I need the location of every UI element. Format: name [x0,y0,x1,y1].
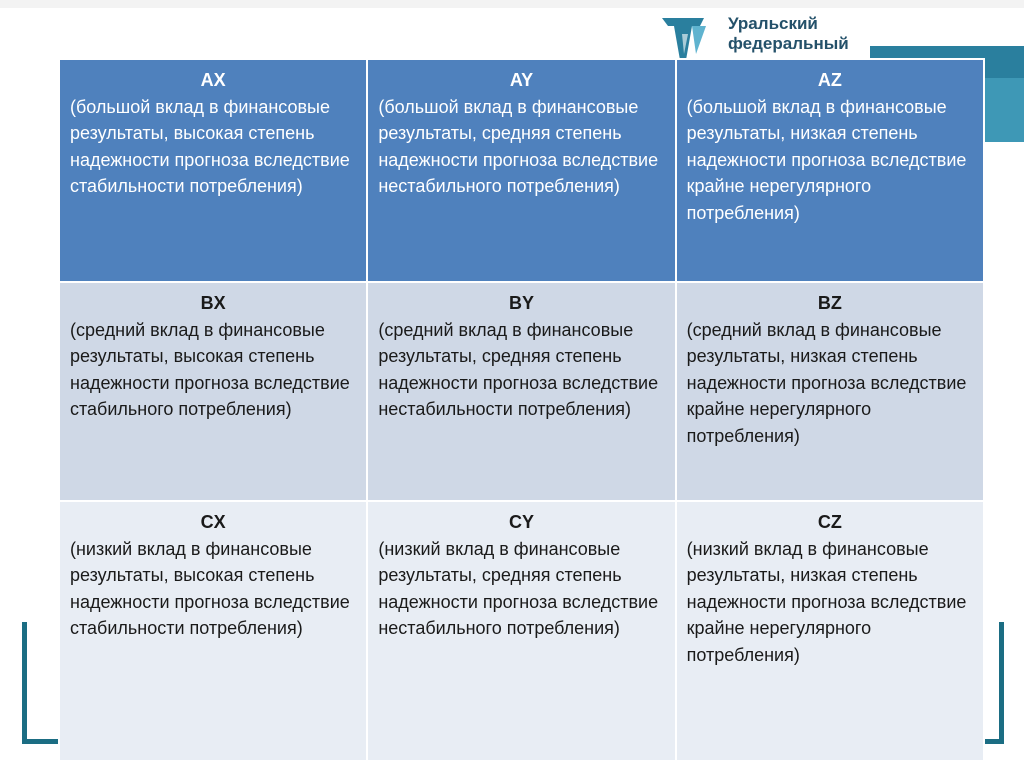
table-row-a [59,59,984,282]
cell-code: CY [508,512,534,532]
logo-line-2: федеральный [728,34,849,53]
cell-ax [59,59,367,282]
cell-description: (низкий вклад в финансовые результаты, низкая степень надежности прогноза вследствие крайне нерегулярного потребления) [686,538,967,665]
table-row-c [59,501,984,761]
cell-description: (большой вклад в финансовые результаты, низкая степень надежности прогноза вследствие крайне нерегулярного потребления) [686,96,967,223]
corner-bottom-right-vertical [999,622,1004,744]
cell-description: (низкий вклад в финансовые результаты, средняя степень надежности прогноза вследствие нестабильного потребления) [378,538,659,638]
logo-text [728,14,849,54]
top-border-line [0,0,1024,8]
cell-az [676,59,984,282]
cell-code: AY [509,70,534,90]
cell-code: BY [508,293,534,313]
cell-cz [676,501,984,761]
cell-cy [367,501,675,761]
cell-bz [676,282,984,501]
cell-code: AX [200,70,226,90]
cell-code: CX [200,512,226,532]
table-row-b [59,282,984,501]
cell-description: (низкий вклад в финансовые результаты, высокая степень надежности прогноза вследствие стабильности потребления) [70,538,350,638]
cell-description: (средний вклад в финансовые результаты, высокая степень надежности прогноза вследствие стабильного потребления) [70,319,350,419]
logo-line-1: Уральский [728,14,818,33]
cell-description: (средний вклад в финансовые результаты, средняя степень надежности прогноза вследствие нестабильности потребления) [378,319,659,419]
cell-description: (большой вклад в финансовые результаты, средняя степень надежности прогноза вследствие нестабильного потребления) [378,96,659,196]
cell-cx [59,501,367,761]
cell-by [367,282,675,501]
cell-bx [59,282,367,501]
cell-code: BX [200,293,226,313]
university-logo-icon [662,14,720,64]
abc-xyz-matrix-table [58,58,985,762]
corner-bottom-left-vertical [22,622,27,744]
cell-code: BZ [817,293,842,313]
cell-code: AZ [817,70,842,90]
cell-code: CZ [817,512,842,532]
cell-description: (большой вклад в финансовые результаты, высокая степень надежности прогноза вследствие стабильности потребления) [70,96,350,196]
cell-description: (средний вклад в финансовые результаты, низкая степень надежности прогноза вследствие крайне нерегулярного потребления) [686,319,967,446]
cell-ay [367,59,675,282]
